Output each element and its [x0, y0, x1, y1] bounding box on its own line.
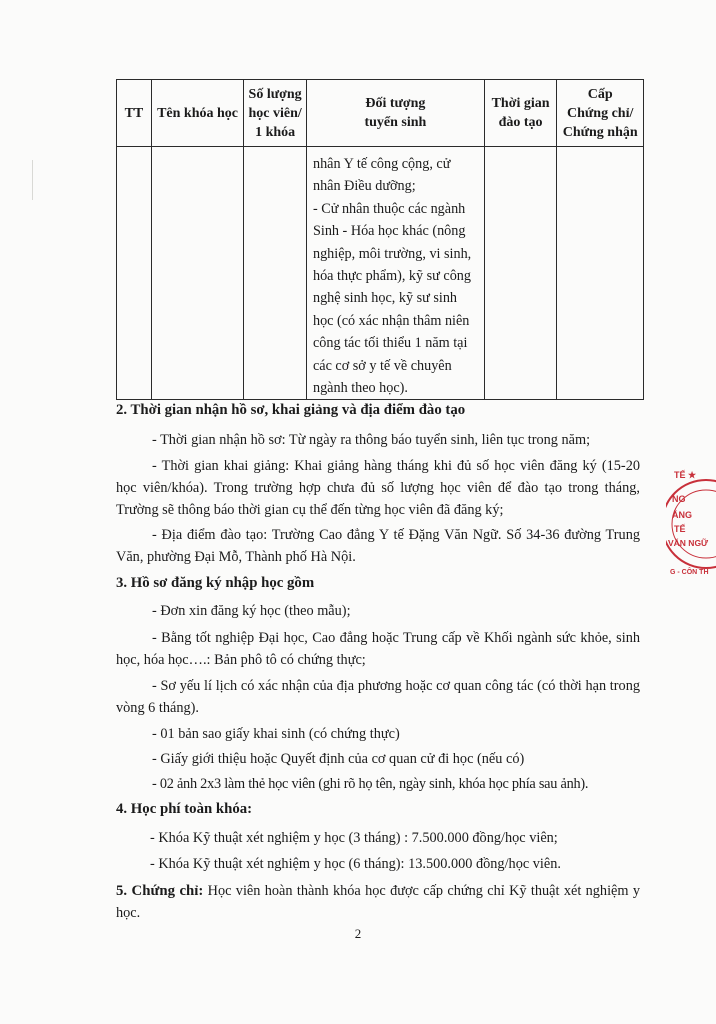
cell-count	[244, 147, 307, 400]
section-2-heading: 2. Thời gian nhận hồ sơ, khai giảng và địa điểm đào tạo	[116, 402, 466, 418]
header-certificate: Cấp Chứng chỉ/ Chứng nhận	[557, 80, 644, 147]
section-5	[116, 880, 640, 924]
section-5-heading: 5. Chứng chỉ:	[116, 883, 204, 899]
header-target: Đối tượng tuyển sinh	[306, 80, 484, 147]
header-course-name: Tên khóa học	[151, 80, 243, 147]
section-4-heading: 4. Học phí toàn khóa:	[116, 801, 253, 817]
table-header-row	[117, 80, 644, 147]
svg-text:G - CÔN TH: G - CÔN TH	[670, 569, 709, 576]
svg-text:VĂN NGỮ: VĂN NGỮ	[668, 538, 709, 548]
svg-text:ẲNG: ẲNG	[672, 510, 692, 520]
section-2-receive-time: - Thời gian nhận hồ sơ: Từ ngày ra thông báo tuyển sinh, liên tục trong năm;	[152, 432, 591, 448]
header-duration: Thời gian đào tạo	[484, 80, 557, 147]
cell-target	[306, 147, 484, 400]
header-student-count: Số lượng học viên/ 1 khóa	[244, 80, 307, 147]
section-2-location: - Địa điểm đào tạo: Trường Cao đẳng Y tế Đặng Văn Ngữ. Số 34-36 đường Trung Văn, phường Đại Mỗ, Thành phố Hà Nội.	[116, 527, 640, 565]
cell-course	[151, 147, 243, 400]
svg-text:TẾ: TẾ	[674, 524, 686, 534]
section-4-fee-3-months: - Khóa Kỹ thuật xét nghiệm y học (3 tháng) : 7.500.000 đồng/học viên;	[150, 830, 558, 846]
svg-text:NG: NG	[672, 494, 686, 504]
section-3-heading: 3. Hồ sơ đăng ký nhập học gồm	[116, 575, 315, 591]
section-3-item-4: - 01 bản sao giấy khai sinh (có chứng thực)	[152, 726, 400, 742]
paper-crease	[32, 160, 39, 200]
course-table	[116, 79, 644, 400]
section-3-item-1: - Đơn xin đăng ký học (theo mẫu);	[152, 603, 351, 619]
cell-tt	[117, 147, 152, 400]
section-2-opening-time: - Thời gian khai giảng: Khai giảng hàng tháng khi đủ số học viên đăng ký (15-20 học viên/khóa). Trong trường hợp chưa đủ số lượng học viên để đào tạo trong tháng, Trường sẽ thông báo thời gian cụ thể đến từng học viên đã đăng ký;	[116, 458, 640, 518]
page-number: 2	[354, 926, 362, 941]
svg-text:TẾ ★: TẾ ★	[674, 470, 697, 480]
section-3-item-5: - Giấy giới thiệu hoặc Quyết định của cơ quan cử đi học (nếu có)	[152, 751, 525, 767]
section-4-fee-6-months: - Khóa Kỹ thuật xét nghiệm y học (6 tháng): 13.500.000 đồng/học viên.	[150, 856, 561, 872]
section-3-item-3: - Sơ yếu lí lịch có xác nhận của địa phương hoặc cơ quan công tác (có thời hạn trong vòng 6 tháng).	[116, 678, 640, 716]
cell-target-text: nhân Y tế công cộng, cử nhân Điều dưỡng; - Cử nhân thuộc các ngành Sinh - Hóa học khác (nông nghiệp, môi trường, vi sinh, hóa thực phẩm), kỹ sư công nghệ sinh học, kỹ sư sinh học (có xác nhận thâm niên công tác tối thiểu 1 năm tại các cơ sở y tế về chuyên ngành theo học).	[312, 156, 472, 397]
header-tt: TT	[117, 80, 152, 147]
cell-certificate	[557, 147, 644, 400]
table-row	[117, 147, 644, 400]
section-3-item-2: - Bằng tốt nghiệp Đại học, Cao đẳng hoặc Trung cấp về Khối ngành sức khỏe, sinh học, hóa học….: Bản phô tô có chứng thực;	[116, 630, 640, 668]
red-stamp-icon	[666, 462, 716, 592]
cell-duration	[484, 147, 557, 400]
section-5-text: Học viên hoàn thành khóa học được cấp chứng chỉ Kỹ thuật xét nghiệm y học.	[116, 883, 640, 921]
section-3-item-6: - 02 ảnh 2x3 làm thẻ học viên (ghi rõ họ tên, ngày sinh, khóa học phía sau ảnh).	[152, 776, 589, 792]
